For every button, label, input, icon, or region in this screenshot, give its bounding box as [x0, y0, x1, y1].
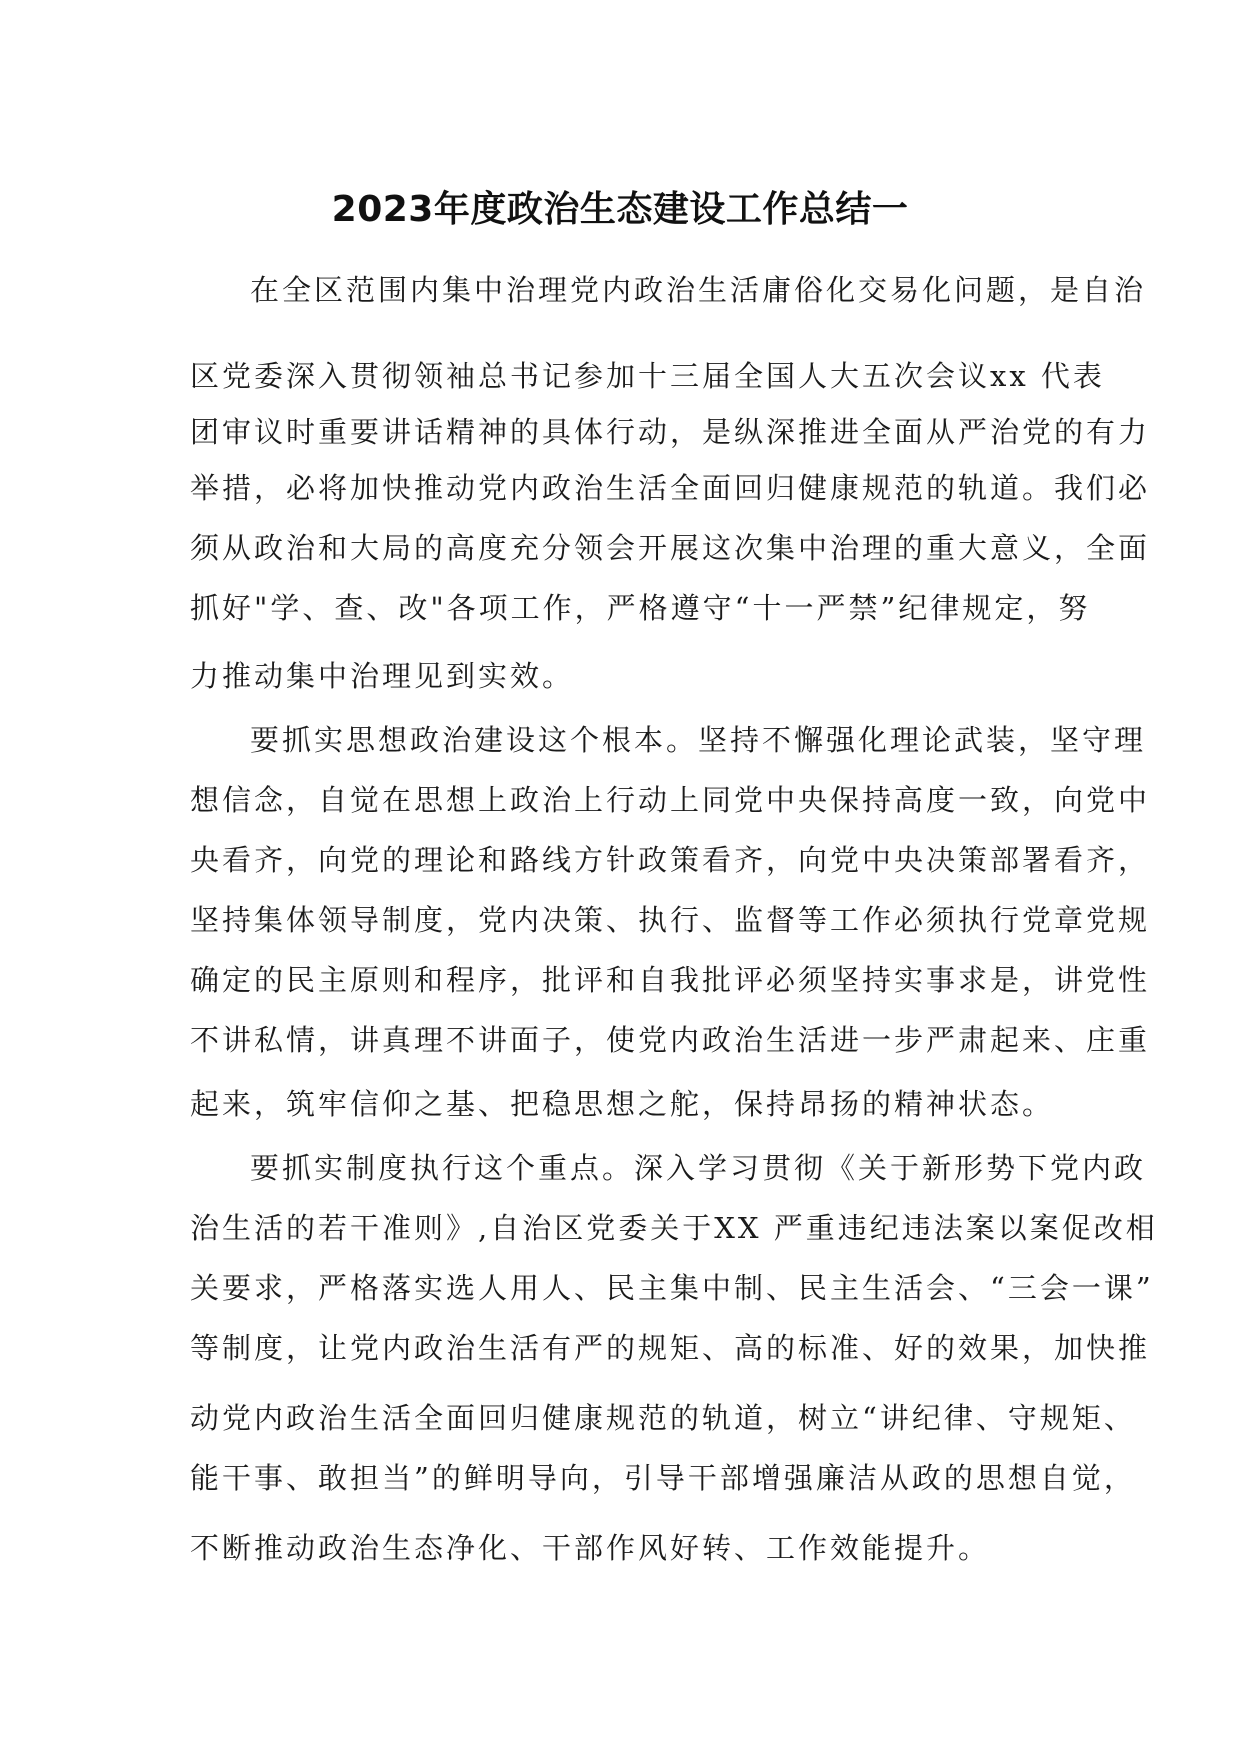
- document-title: 2023年度政治生态建设工作总结一: [331, 189, 909, 230]
- paragraph-3-line-3: 关要求，严格落实选人用人、民主集中制、民主生活会、“三会一课”: [190, 1271, 1154, 1305]
- paragraph-1-line-3: 团审议时重要讲话精神的具体行动，是纵深推进全面从严治党的有力: [190, 415, 1151, 449]
- paragraph-1-line-2: 区党委深入贯彻领袖总书记参加十三届全国人大五次会议xx 代表: [190, 359, 1105, 393]
- paragraph-1-line-4: 举措，必将加快推动党内政治生活全面回归健康规范的轨道。我们必: [190, 471, 1151, 505]
- paragraph-1-line-6: 抓好"学、查、改"各项工作，严格遵守“十一严禁”纪律规定，努: [190, 591, 1091, 625]
- paragraph-1-line-7: 力推动集中治理见到实效。: [190, 659, 575, 693]
- paragraph-3-line-5: 动党内政治生活全面回归健康规范的轨道，树立“讲纪律、守规矩、: [190, 1401, 1136, 1435]
- paragraph-3-line-6: 能干事、敢担当”的鲜明导向，引导干部增强廉洁从政的思想自觉，: [190, 1461, 1136, 1495]
- paragraph-2-line-4: 坚持集体领导制度，党内决策、执行、监督等工作必须执行党章党规: [190, 903, 1151, 937]
- paragraph-3-line-2: 治生活的若干准则》,自治区党委关于XX 严重违纪违法案以案促改相: [190, 1211, 1158, 1245]
- paragraph-3-line-4: 等制度，让党内政治生活有严的规矩、高的标准、好的效果，加快推: [190, 1331, 1151, 1365]
- paragraph-3-line-7: 不断推动政治生态净化、干部作风好转、工作效能提升。: [190, 1531, 991, 1565]
- paragraph-2-line-2: 想信念，自觉在思想上政治上行动上同党中央保持高度一致，向党中: [190, 783, 1151, 817]
- paragraph-2-line-5: 确定的民主原则和程序，批评和自我批评必须坚持实事求是，讲党性: [190, 963, 1151, 997]
- paragraph-1-line-5: 须从政治和大局的高度充分领会开展这次集中治理的重大意义，全面: [190, 531, 1151, 565]
- paragraph-1-line-1: 在全区范围内集中治理党内政治生活庸俗化交易化问题，是自治: [250, 273, 1147, 307]
- paragraph-2-line-7: 起来，筑牢信仰之基、把稳思想之舵，保持昂扬的精神状态。: [190, 1087, 1055, 1121]
- paragraph-2-line-1: 要抓实思想政治建设这个根本。坚持不懈强化理论武装，坚守理: [250, 723, 1147, 757]
- paragraph-3-line-1: 要抓实制度执行这个重点。深入学习贯彻《关于新形势下党内政: [250, 1151, 1147, 1185]
- paragraph-2-line-6: 不讲私情，讲真理不讲面子，使党内政治生活进一步严肃起来、庄重: [190, 1023, 1151, 1057]
- paragraph-2-line-3: 央看齐，向党的理论和路线方针政策看齐，向党中央决策部署看齐，: [190, 843, 1151, 877]
